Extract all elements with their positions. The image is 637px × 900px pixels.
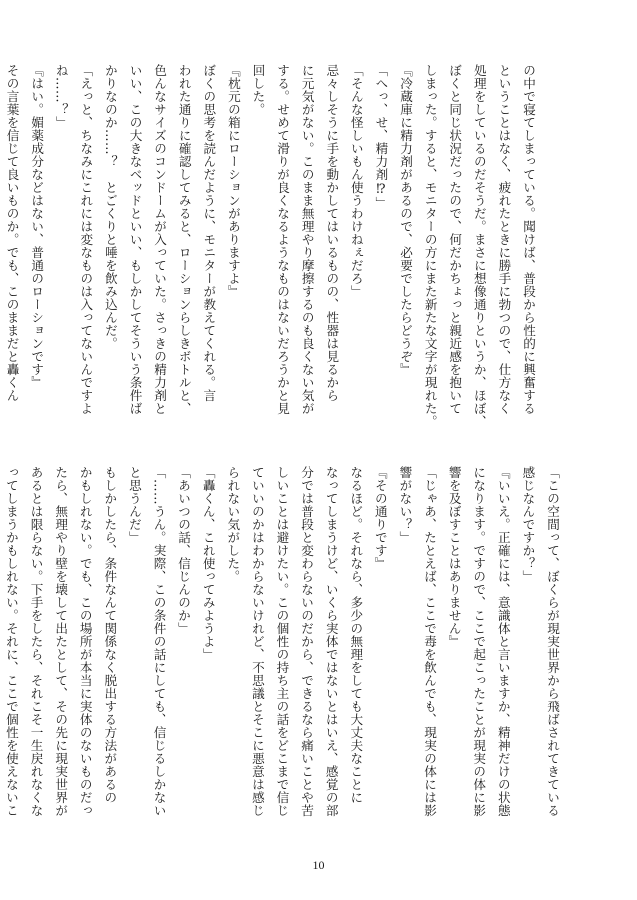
text-line: しまった。すると、モニターの方にまた新たな文字が現れた。 bbox=[422, 64, 438, 428]
text-line: 回した。 bbox=[250, 64, 266, 116]
text-line: ぼくと同じ状況だったので、何だかちょっと親近感を抱いて bbox=[447, 64, 463, 415]
text-line: ね……？」 bbox=[53, 64, 69, 129]
text-line: かもしれない。でも、この場所が本当に実体のないものだっ bbox=[77, 466, 93, 817]
lower-text-block bbox=[3, 466, 564, 836]
text-line: の中で寝てしまっている。聞けば、普段から性的に興奮する bbox=[521, 64, 536, 415]
page-number: 10 bbox=[312, 858, 325, 872]
text-line: 分では普段と変わらないのだから、できるなら痛いことや苦 bbox=[299, 466, 315, 817]
text-line: 「えっと、ちなみにこれには変なものは入ってないんですよ bbox=[78, 64, 94, 415]
text-line: になります。ですので、ここで起こったことが現実の体に影 bbox=[471, 466, 487, 817]
text-line: いい、この大きなベッドといい、もしかしてそういう条件ば bbox=[127, 64, 143, 415]
text-line: われた通りに確認してみると、ローションらしきボトルと、 bbox=[176, 64, 192, 415]
text-line: 響がない？」 bbox=[397, 466, 413, 544]
text-line: ってしまうかもしれない。それに、ここで個性を使えないこ bbox=[3, 466, 19, 817]
text-line: 忌々しそうに手を動かしてはいるものの、性器は見るから bbox=[324, 64, 340, 402]
text-line: ていいのかはわからないけれど、不思議とそこに悪意は感じ bbox=[249, 466, 265, 817]
text-line: 処理をしているのだそうだ。まさに想像通りというか、ほぼ、 bbox=[471, 64, 487, 428]
text-line: ぼくの思考を読んだように、モニターが教えてくれる。言 bbox=[201, 64, 217, 402]
text-line: 色んなサイズのコンドームが入っていた。さっきの精力剤と bbox=[152, 64, 168, 415]
text-line: に元気がない。このまま無理やり摩擦するのも良くない気が bbox=[299, 64, 315, 415]
text-line: 感じなんですか？」 bbox=[520, 466, 536, 583]
text-line: しいことは避けたい。この個性の持ち主の話をどこまで信じ bbox=[274, 466, 290, 817]
text-line: 「じゃあ、たとえば、ここで毒を飲んでも、現実の体には影 bbox=[422, 466, 438, 817]
text-line: なってしまうけど、いくら実体ではないとはいえ、感覚の部 bbox=[323, 466, 339, 817]
text-line: 『冷蔵庫に精力剤があるので、必要でしたらどうぞ』 bbox=[398, 64, 414, 376]
text-line: 『いいえ。正確には、意識体と言いますか、精神だけの状態 bbox=[495, 466, 511, 817]
text-line: 『その通りです』 bbox=[372, 466, 388, 570]
text-line: られない気がした。 bbox=[225, 466, 241, 583]
text-line: 「轟くん、これ使ってみようよ」 bbox=[200, 466, 216, 661]
text-line: 「……うん。実際、この条件の話にしても、信じるしかない bbox=[151, 466, 167, 817]
text-line: 「この空間って、ぼくらが現実世界から飛ばされてきている bbox=[545, 466, 560, 817]
text-line: 響を及ぼすことはありません』 bbox=[446, 466, 462, 648]
text-line: ということはなく、疲れたときに勝手に勃つので、仕方なく bbox=[496, 64, 512, 415]
text-line: その言葉を信じて良いものか。でも、このままだと轟くん bbox=[4, 64, 20, 402]
text-line: 「そんな怪しいもん使うわけねぇだろ」 bbox=[348, 64, 364, 298]
text-line: 『はい。媚薬成分などはない、普通のローションです』 bbox=[29, 64, 45, 389]
text-line: もしかしたら、条件なんて関係なく脱出する方法があるの bbox=[102, 466, 118, 804]
upper-text-block bbox=[4, 64, 540, 434]
text-line: と思うんだ」 bbox=[126, 466, 142, 544]
text-line: する。せめて滑りが良くなるようなものはないだろうかと見 bbox=[275, 64, 291, 415]
text-line: 「あいつの話、信じんのか」 bbox=[176, 466, 192, 635]
text-line: あるとは限らない。下手をしたら、それこそ一生戻れなくな bbox=[28, 466, 44, 817]
text-line: 「へっ、せ、精力剤⁉」 bbox=[373, 64, 389, 210]
text-line: 『枕元の箱にローションがありますよ』 bbox=[225, 64, 241, 298]
text-line: かりなのか……？ とごくりと唾を飲み込んだ。 bbox=[102, 64, 118, 350]
text-line: なるほど。それなら、多少の無理をしても大丈夫なことに bbox=[348, 466, 364, 804]
text-line: たら、無理やり壁を壊して出たとして、その先に現実世界が bbox=[53, 466, 69, 817]
